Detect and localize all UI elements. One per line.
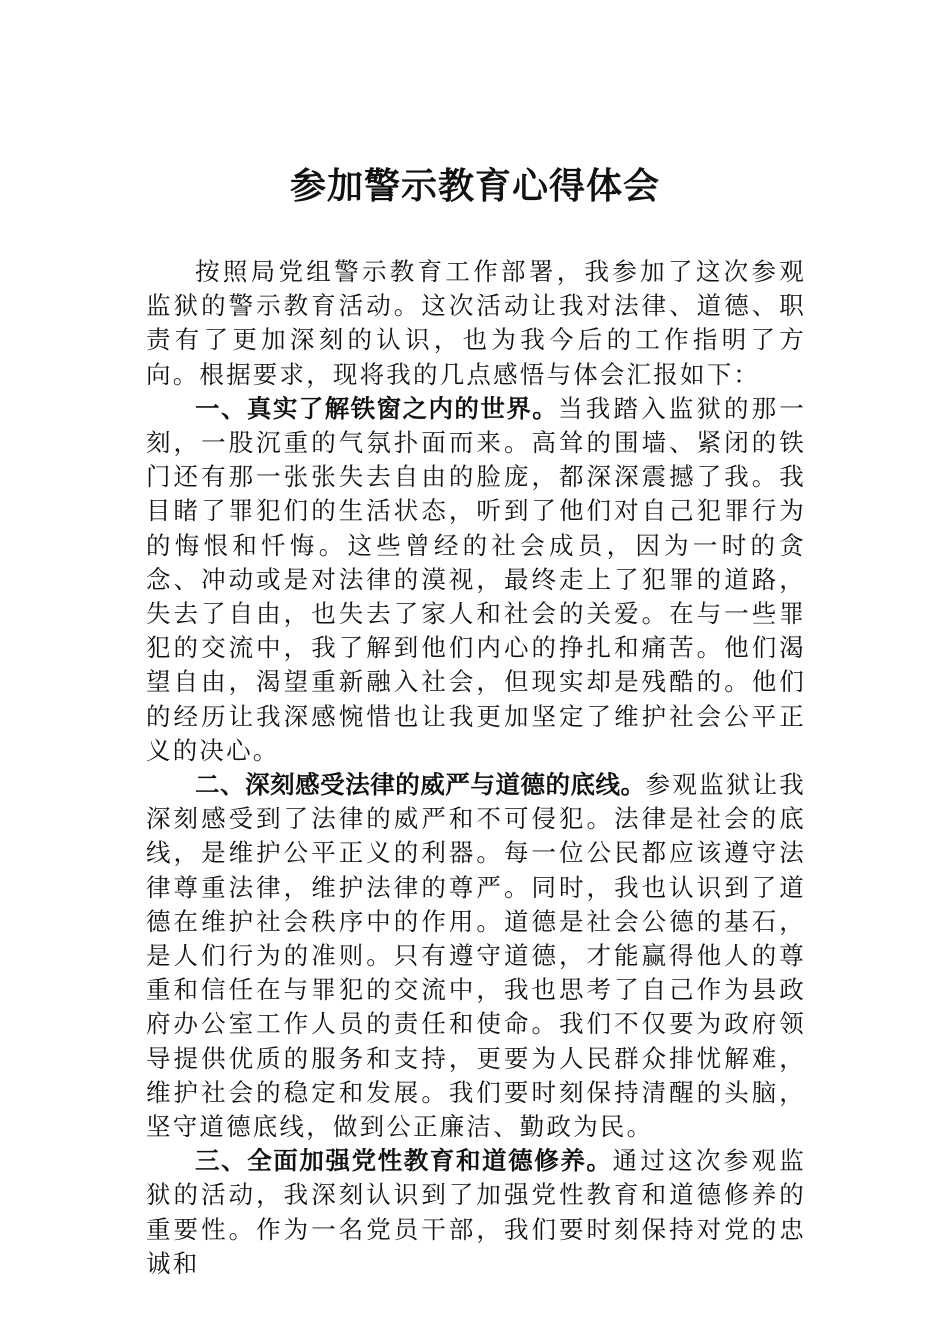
section-2-heading: 二、深刻感受法律的威严与道德的底线。 — [195, 770, 646, 800]
section-3-paragraph — [146, 1144, 806, 1281]
document-body — [146, 255, 806, 1281]
intro-paragraph: 按照局党组警示教育工作部署，我参加了这次参观监狱的警示教育活动。这次活动让我对法律、道德、职责有了更加深刻的认识，也为我今后的工作指明了方向。根据要求，现将我的几点感悟与体会汇报如下： — [146, 257, 806, 389]
section-2-text: 参观监狱让我深刻感受到了法律的威严和不可侵犯。法律是社会的底线，是维护公平正义的利器。每一位公民都应该遵守法律尊重法律，维护法律的尊严。同时，我也认识到了道德在维护社会秩序中的作用。道德是社会公德的基石，是人们行为的准则。只有遵守道德，才能赢得他人的尊重和信任在与罪犯的交流中，我也思考了自己作为县政府办公室工作人员的责任和使命。我们不仅要为政府领导提供优质的服务和支持，更要为人民群众排忧解难，维护社会的稳定和发展。我们要时刻保持清醒的头脑，坚守道德底线，做到公正廉洁、勤政为民。 — [146, 770, 806, 1142]
document-title: 参加警示教育心得体会 — [289, 165, 660, 207]
section-3-heading: 三、全面加强党性教育和道德修养。 — [195, 1146, 613, 1176]
section-1-paragraph — [146, 392, 806, 768]
section-1-text: 当我踏入监狱的那一刻，一股沉重的气氛扑面而来。高耸的围墙、紧闭的铁门还有那一张张失去自由的脸庞，都深深震撼了我。我目睹了罪犯们的生活状态，听到了他们对自己犯罪行为的悔恨和忏悔。这些曾经的社会成员，因为一时的贪念、冲动或是对法律的漠视，最终走上了犯罪的道路，失去了自由，也失去了家人和社会的关爱。在与一些罪犯的交流中，我了解到他们内心的挣扎和痛苦。他们渴望自由，渴望重新融入社会，但现实却是残酷的。他们的经历让我深感惋惜也让我更加坚定了维护社会公平正义的决心。 — [146, 393, 806, 765]
section-1-heading: 一、真实了解铁窗之内的世界。 — [195, 393, 559, 423]
section-2-paragraph — [146, 768, 806, 1144]
section-3-text: 通过这次参观监狱的活动，我深刻认识到了加强党性教育和道德修养的重要性。作为一名党员干部，我们要时刻保持对党的忠诚和 — [146, 1146, 807, 1278]
